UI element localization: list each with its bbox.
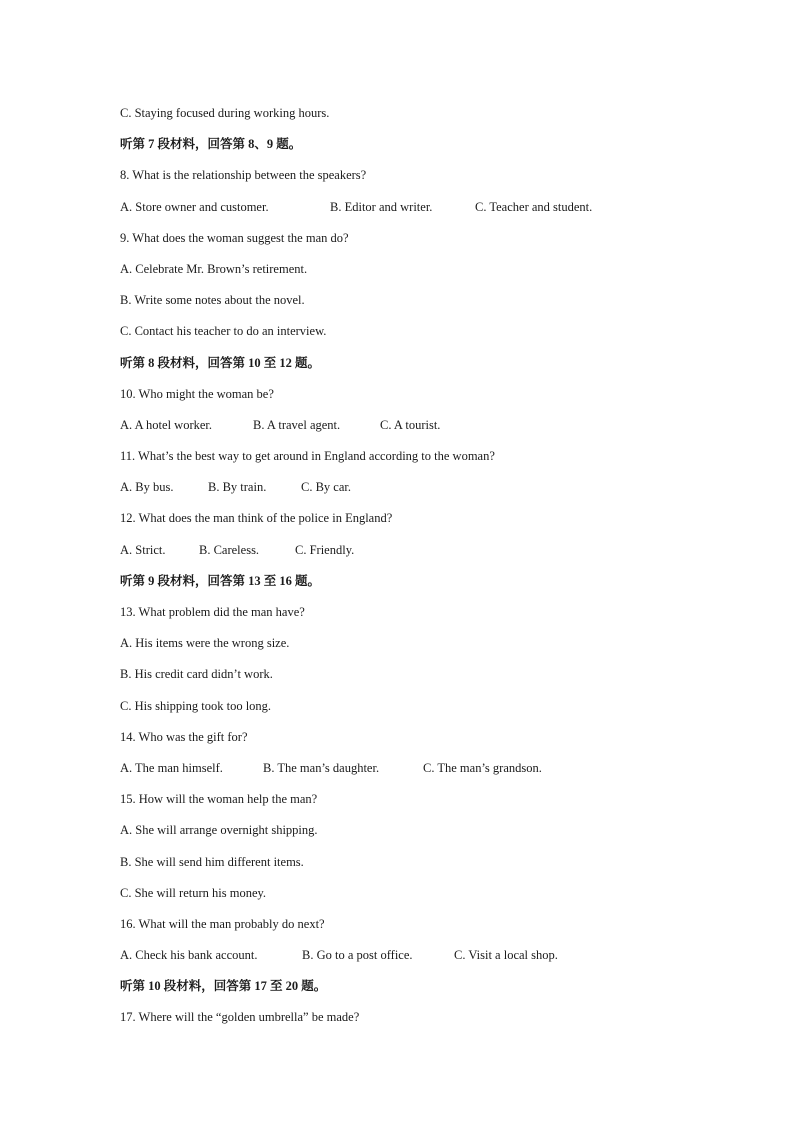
q13-option-b: B. His credit card didn’t work. bbox=[120, 667, 273, 682]
section-heading: 听第 10 段材料，回答第 17 至 20 题。 bbox=[120, 979, 327, 994]
option-a: A. By bus. bbox=[120, 480, 174, 495]
q12-options bbox=[120, 540, 720, 571]
question-9: 9. What does the woman suggest the man do? bbox=[120, 230, 349, 245]
question-11: 11. What’s the best way to get around in England according to the woman? bbox=[120, 449, 495, 464]
section-heading: 听第 8 段材料，回答第 10 至 12 题。 bbox=[120, 355, 321, 370]
section-heading: 听第 9 段材料，回答第 13 至 16 题。 bbox=[120, 573, 321, 588]
question-8: 8. What is the relationship between the speakers? bbox=[120, 168, 367, 183]
q7-option-c: C. Staying focused during working hours. bbox=[120, 106, 330, 120]
option-b: B. A travel agent. bbox=[253, 417, 341, 432]
section-heading: 听第 7 段材料，回答第 8、9 题。 bbox=[120, 137, 302, 152]
option-a: A. Check his bank account. bbox=[120, 948, 258, 963]
option-b: B. The man’s daughter. bbox=[263, 760, 380, 775]
document-page bbox=[120, 103, 720, 1039]
q13-option-a: A. His items were the wrong size. bbox=[120, 636, 290, 651]
option-b: B. Editor and writer. bbox=[330, 199, 433, 214]
question-13: 13. What problem did the man have? bbox=[120, 605, 305, 619]
option-b: B. By train. bbox=[208, 480, 267, 495]
question-15: 15. How will the woman help the man? bbox=[120, 792, 318, 807]
q16-options bbox=[120, 945, 720, 976]
option-a: A. The man himself. bbox=[120, 760, 223, 775]
q9-option-b: B. Write some notes about the novel. bbox=[120, 293, 305, 308]
q8-options bbox=[120, 197, 720, 228]
option-c: C. Friendly. bbox=[295, 542, 355, 557]
option-c: C. Teacher and student. bbox=[475, 199, 593, 214]
q9-option-a: A. Celebrate Mr. Brown’s retirement. bbox=[120, 261, 308, 276]
option-a: A. A hotel worker. bbox=[120, 417, 213, 432]
option-a: A. Strict. bbox=[120, 542, 166, 557]
q15-option-a: A. She will arrange overnight shipping. bbox=[120, 823, 318, 838]
option-c: C. The man’s grandson. bbox=[423, 760, 542, 775]
q15-option-c: C. She will return his money. bbox=[120, 885, 267, 900]
option-b: B. Go to a post office. bbox=[302, 948, 413, 963]
q10-options bbox=[120, 415, 720, 446]
question-10: 10. Who might the woman be? bbox=[120, 386, 274, 401]
option-a: A. Store owner and customer. bbox=[120, 199, 269, 214]
option-c: C. By car. bbox=[301, 480, 351, 495]
question-16: 16. What will the man probably do next? bbox=[120, 916, 325, 931]
question-12: 12. What does the man think of the police in England? bbox=[120, 511, 393, 526]
q15-option-b: B. She will send him different items. bbox=[120, 854, 304, 869]
q13-option-c: C. His shipping took too long. bbox=[120, 698, 272, 713]
option-c: C. A tourist. bbox=[380, 417, 441, 432]
q9-option-c: C. Contact his teacher to do an interview. bbox=[120, 324, 327, 339]
q14-options bbox=[120, 758, 720, 789]
option-c: C. Visit a local shop. bbox=[454, 948, 558, 963]
question-17: 17. Where will the “golden umbrella” be made? bbox=[120, 1010, 360, 1025]
question-14: 14. Who was the gift for? bbox=[120, 729, 248, 744]
q11-options bbox=[120, 477, 720, 508]
option-b: B. Careless. bbox=[199, 542, 260, 557]
